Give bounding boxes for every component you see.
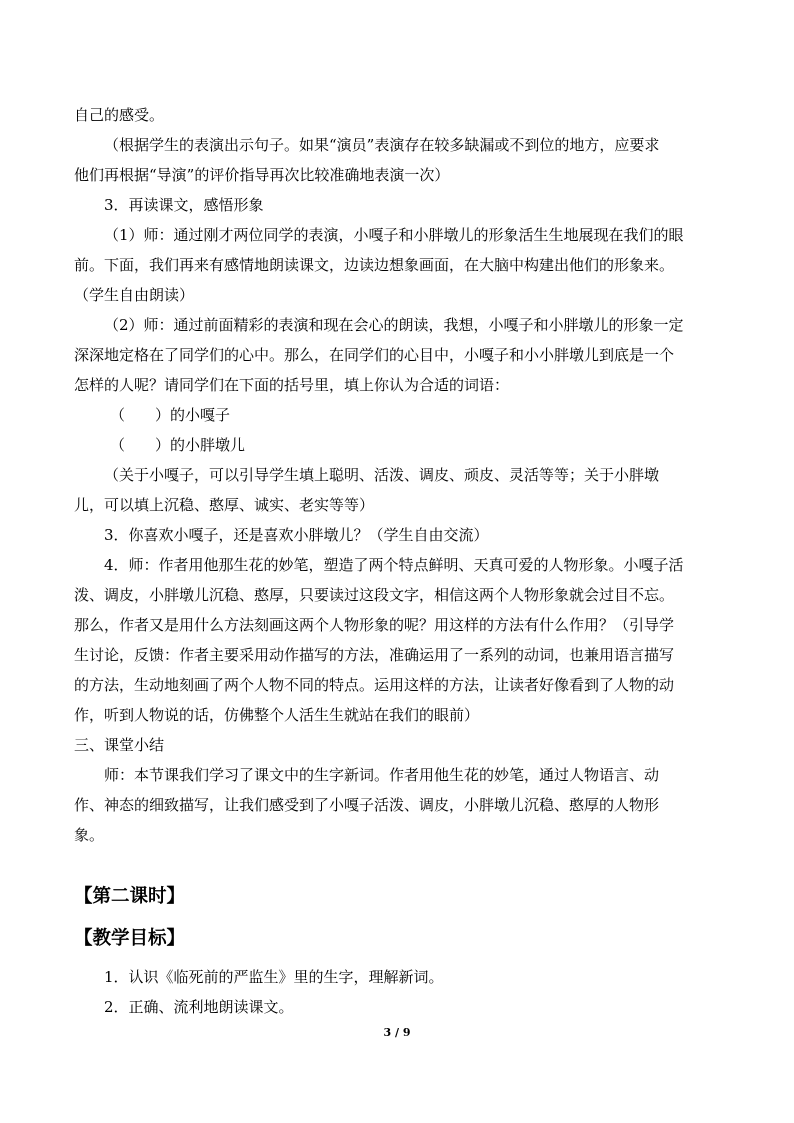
text-line: 师：本节课我们学习了课文中的生字新词。作者用他生花的妙笔，通过人物语言、动 bbox=[104, 766, 660, 784]
section-heading: 三、课堂小结 bbox=[74, 736, 165, 754]
goal-item: 2．正确、流利地朗读课文。 bbox=[104, 998, 294, 1016]
blank-fill-line: （ ）的小胖墩儿 bbox=[110, 436, 246, 454]
text-line: （根据学生的表演出示句子。如果“演员”表演存在较多缺漏或不到位的地方，应要求 bbox=[104, 136, 660, 154]
text-line: 的方法，生动地刻画了两个人物不同的特点。运用这样的方法，让读者好像看到了人物的动 bbox=[74, 676, 675, 694]
text-line: 3．你喜欢小嘎子，还是喜欢小胖墩儿？（学生自由交流） bbox=[104, 526, 489, 544]
text-line: 儿，可以填上沉稳、憨厚、诚实、老实等等） bbox=[74, 496, 375, 514]
text-line: 前。下面，我们再来有感情地朗读课文，边读边想象画面，在大脑中构建出他们的形象来。 bbox=[74, 256, 675, 274]
text-line: 自己的感受。 bbox=[74, 106, 165, 124]
page-number: 3 / 9 bbox=[383, 1026, 411, 1039]
text-line: 作、神态的细致描写，让我们感受到了小嘎子活泼、调皮，小胖墩儿沉稳、憨厚的人物形 bbox=[74, 796, 660, 814]
blank-fill-line: （ ）的小嘎子 bbox=[110, 406, 231, 424]
text-line: 泼、调皮，小胖墩儿沉稳、憨厚，只要读过这段文字，相信这两个人物形象就会过目不忘。 bbox=[74, 586, 675, 604]
text-line: 深深地定格在了同学们的心中。那么，在同学们的心目中，小嘎子和小小胖墩儿到底是一个 bbox=[74, 346, 675, 364]
text-line: 怎样的人呢？请同学们在下面的括号里，填上你认为合适的词语： bbox=[74, 376, 510, 394]
text-line: （关于小嘎子，可以引导学生填上聪明、活泼、调皮、顽皮、灵活等等；关于小胖墩 bbox=[104, 466, 660, 484]
text-line: 那么，作者又是用什么方法刻画这两个人物形象的呢？用这样的方法有什么作用？（引导学 bbox=[74, 616, 675, 634]
text-line: （1）师：通过刚才两位同学的表演，小嘎子和小胖墩儿的形象活生生地展现在我们的眼 bbox=[104, 226, 684, 244]
text-line: （学生自由朗读） bbox=[74, 286, 195, 304]
section-heading: 3．再读课文，感悟形象 bbox=[104, 196, 264, 214]
text-line: 他们再根据“导演”的评价指导再次比较准确地表演一次） bbox=[74, 166, 450, 184]
text-line: 象。 bbox=[74, 826, 105, 844]
text-line: 作，听到人物说的话，仿佛整个人活生生就站在我们的眼前） bbox=[74, 706, 480, 724]
text-line: （2）师：通过前面精彩的表演和现在会心的朗读，我想，小嘎子和小胖墩儿的形象一定 bbox=[104, 316, 684, 334]
text-line: 生讨论，反馈：作者主要采用动作描写的方法，准确运用了一系列的动词，也兼用语言描写 bbox=[74, 646, 675, 664]
text-line: 4．师：作者用他那生花的妙笔，塑造了两个特点鲜明、天真可爱的人物形象。小嘎子活 bbox=[104, 556, 684, 574]
lesson-heading: 【第二课时】 bbox=[74, 886, 186, 907]
goal-item: 1．认识《临死前的严监生》里的生字，理解新词。 bbox=[104, 968, 444, 986]
goals-heading: 【教学目标】 bbox=[74, 928, 186, 949]
